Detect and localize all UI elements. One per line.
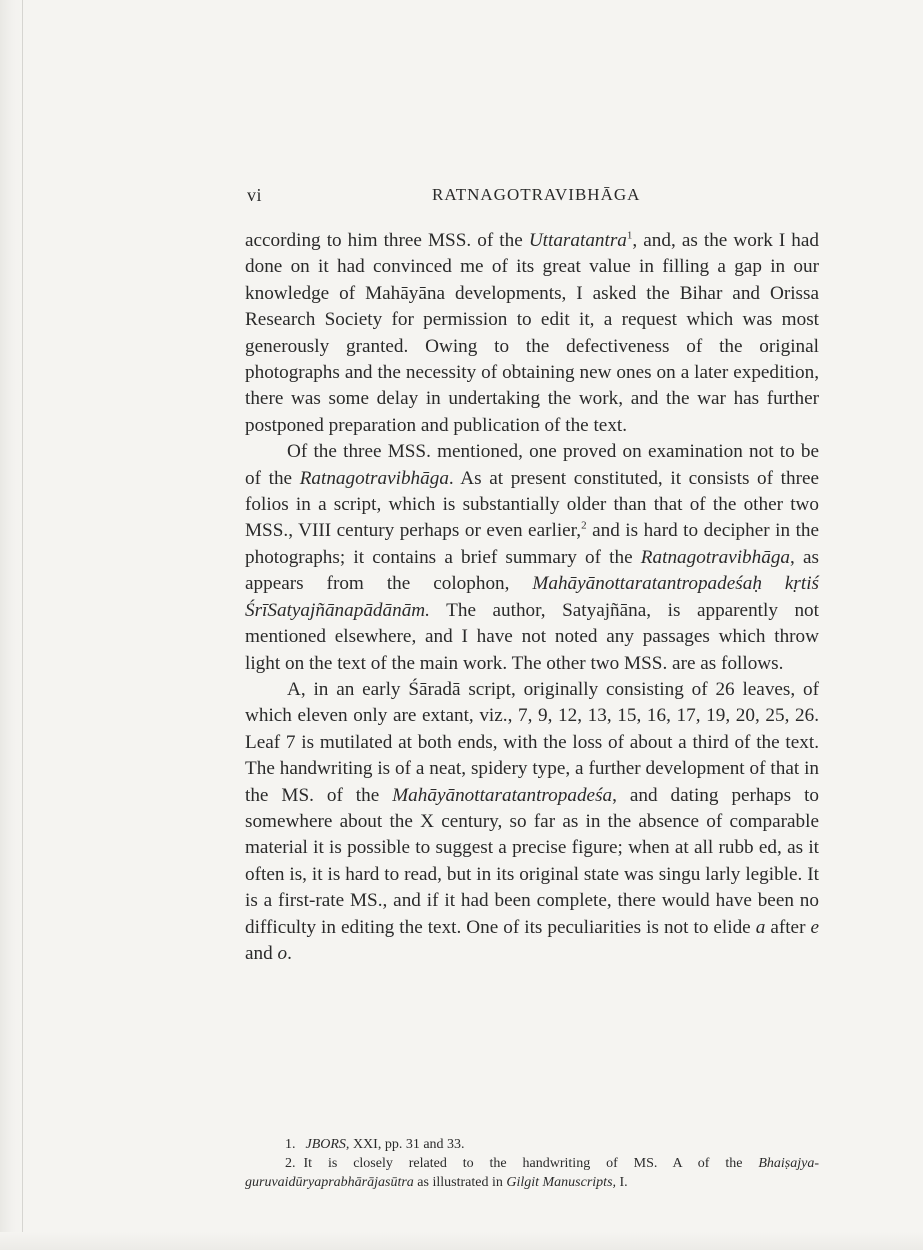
- running-title: RATNAGOTRAVIBHĀGA: [432, 185, 641, 204]
- italic-title: Uttaratantra: [528, 230, 627, 251]
- italic-colophon: Mahāyānottaratantropadeśaḥ kṛtiś ŚrīSatyajñānapādānām.: [245, 573, 819, 621]
- paragraph-1: according to him three MSS. of the Uttaratantra$^1$, and, as the work I had done on it had convinced me of its great value in filling a gap in our knowledge of Mahāyāna developments, I asked the Bihar and Orissa Research Society for permission to edit it, a request which was most generously granted. Owing to the defectiveness of the original photographs and the necessity of obtaining new ones on a later expedition, there was some delay in undertaking the work, and the war has further postponed preparation and publication of the text.: [245, 229, 820, 436]
- running-head: [247, 185, 819, 211]
- page-bottom-edge: [0, 1232, 923, 1250]
- page-binding-edge: [0, 0, 23, 1250]
- italic-letter: e: [810, 916, 819, 938]
- footnote-ref: 1: [626, 229, 633, 242]
- paragraph-3: A, in an early Śāradā script, originally consisting of 26 leaves, of which eleven only are extant, viz., 7, 9, 12, 13, 15, 16, 17, 19, 20, 25, 26. Leaf 7 is mutilated at both ends, with the loss of about a third of the text. The handwriting is of a neat, spidery type, a further development of that in the MS. of the Mahāyānottaratantropadeśa, and dating perhaps to somewhere about the X century, so far as in the absence of comparable material it is possible to suggest a precise figure; when at all rubb ed, as it often is, it is hard to read, but in its original state was singu larly legible. It is a first-rate MS., and if it had been complete, there would have been no difficulty in editing the text. One of its peculiarities is not to elide a after e and o.: [245, 678, 819, 964]
- main-text: [245, 228, 819, 967]
- footnote-ref: 2: [581, 520, 587, 533]
- footnotes: [245, 1135, 819, 1192]
- footnote-1: 1. JBORS, XXI, pp. 31 and 33.: [285, 1137, 465, 1152]
- italic-title: Ratnagotravibhāga: [299, 467, 449, 489]
- paragraph-2: Of the three MSS. mentioned, one proved on examination not to be of the Ratnagotravibhāga. As at present constituted, it consists of three folios in a script, which is substantially older than that of the other two MSS., VIII century perhaps or even earlier,$^2$ and is hard to decipher in the photographs; it contains a brief summary of the Ratnagotravibhāga, as appears from the colophon, Mahāyānottaratantropadeśaḥ kṛtiś ŚrīSatyajñānapādānām. The author, Satyajñāna, is apparently not mentioned elsewhere, and I have not noted any passages which throw light on the text of the main work. The other two MSS. are as follows.: [245, 441, 820, 674]
- footnote-number: 2.: [285, 1156, 296, 1171]
- italic-title: Mahāyānottaratantropadeśa: [392, 784, 613, 806]
- footnote-2: 2. It is closely related to the handwriting of MS. A of the Bhaiṣajya-guruvaidūryaprabhārājasūtra as illustrated in Gilgit Manuscripts, I.: [245, 1156, 819, 1190]
- italic-letter: a: [755, 916, 766, 938]
- footnote-number: 1.: [285, 1137, 296, 1152]
- italic-title: Ratnagotravibhāga: [640, 546, 791, 568]
- italic-letter: o: [277, 942, 288, 964]
- page-number: vi: [247, 185, 263, 205]
